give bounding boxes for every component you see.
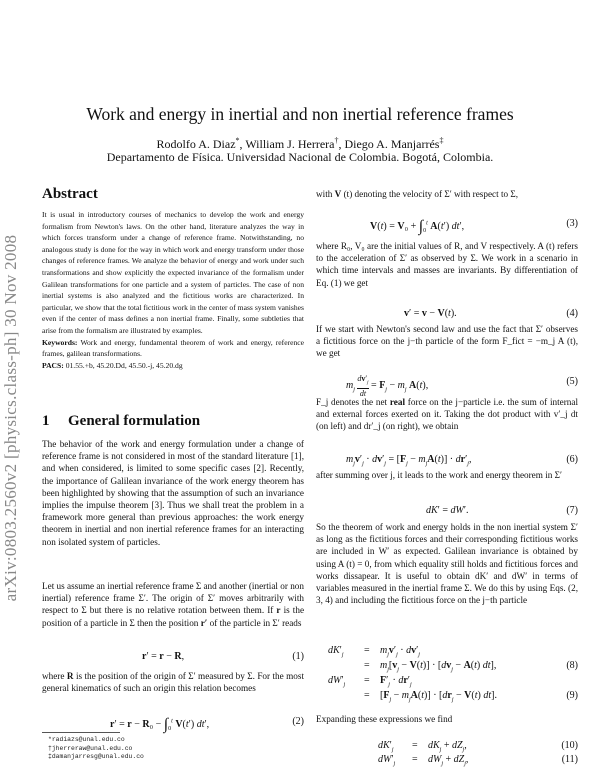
paragraph: F_j denotes the net real force on the j−particle i.e. the sum of internal and external forces exerted on it. Taking the dot product with v′_j dt (on left) and dr′_j (on right), we obtain	[316, 397, 579, 432]
author-name: Rodolfo A. Diaz	[156, 137, 236, 151]
footnote: *radiazs@unal.edu.co	[48, 736, 125, 743]
footnote-mark: *	[235, 136, 240, 145]
section-title: General formulation	[68, 413, 201, 429]
footnote-mark: †	[334, 136, 339, 145]
paragraph-after-eq4	[316, 323, 578, 360]
pacs-label: PACS:	[42, 360, 64, 370]
equation-number: (10)	[561, 740, 578, 751]
equation-number: (11)	[561, 754, 578, 765]
paragraph: Expanding these expressions we find	[316, 714, 453, 724]
equation-number: (7)	[566, 505, 578, 516]
paragraph: where R is the position of the origin of Σ′ measured by Σ. For the most general kinematics of such an origin this relation becomes	[42, 671, 305, 694]
author-name: Diego A. Manjarrés	[344, 137, 440, 151]
arxiv-stamp	[0, 0, 22, 776]
section-number: 1	[42, 413, 50, 429]
velocity-intro	[316, 188, 578, 200]
paragraph-after-eq3	[316, 240, 578, 289]
paper-title: Work and energy in inertial and non inertial reference frames	[86, 104, 514, 124]
abstract-text: It is usual in introductory courses of mechanics to develop the work and energy formalism from Newton's laws. On the other hand, literature analyzes the way in which forces transform under a change of reference frame. Notwithstanding, no analogous study is done for the way in which work and energy transform under those changes of reference frames. We analyze the behavior of energy and work under such transformations and show explicitly the expected invariance of the formalism under Galilean transformations for one particle and a system of particles. The case of non inertial systems is also analyzed and the fictitious works are characterized. In particular, we show that the total fictitious work in the center of mass system vanishes even if the center of mass defines a non inertial frame. Finally, some subtleties that arise from the formalism are illustrated by examples.	[42, 210, 304, 335]
equation-number: (8)	[566, 660, 578, 671]
arxiv-id: arXiv:0803.2560v2 [physics.class-ph] 30 Nov 2008	[1, 234, 20, 602]
paragraph-after-eq7	[316, 521, 578, 606]
footnote-mark: ‡	[439, 136, 444, 145]
intro-paragraph	[42, 438, 304, 548]
equation-number: (1)	[292, 651, 304, 662]
position-paragraph	[42, 670, 304, 694]
pacs-text: 01.55.+b, 45.20.Dd, 45.50.-j, 45.20.dg	[65, 360, 183, 370]
equation-4: v′ = v − V(t). (4)	[404, 308, 578, 319]
equation-3: $V(t) = V_0 + \int_0^t$ A(t′) dt′, (3)	[370, 218, 578, 235]
author-list: Rodolfo A. Diaz*, William J. Herrera†, Diego A. Manjarrés‡	[156, 136, 444, 151]
affiliation: Departamento de Física. Universidad Nacional de Colombia. Bogotá, Colombia.	[106, 150, 494, 164]
paragraph-after-eq9	[316, 713, 578, 725]
equation-8-9: $dK'_j$ = $m_jv'_j \cdot dv'_j$ = $m_j[v_j - V(t)] \cdot [dv_j - A(t)$ dt], (8) $dW'_j$ = $F'_j \cdot dr'_j$ = $[F_j - m_jA(t)] \cdot [dr_j - V(t)$ dt]. (9)	[328, 645, 578, 703]
equation-number: (5)	[566, 376, 578, 387]
paragraph: after summing over j, it leads to the work and energy theorem in Σ′	[316, 470, 562, 480]
equation-2: $r' = r - R_0 - \int_0^t$ V(t′) dt′, (2)	[110, 716, 304, 733]
frame-paragraph	[42, 580, 304, 629]
footnote-rule	[42, 732, 120, 733]
keywords	[42, 337, 304, 360]
paragraph: with V (t) denoting the velocity of Σ′ with respect to Σ,	[316, 189, 519, 199]
abstract-heading: Abstract	[42, 186, 98, 202]
paragraph: where R₀, V₀ are the initial values of R, and V respectively. A (t) refers to the acceleration of Σ′ as observed by Σ. We work in a scenario in which time intervals and masses are invariants. By differentiation of Eq. (1) we get	[316, 241, 578, 288]
equation-10-11: $dK'_j$ = $dK_j + dZ_j$, (10) $dW'_j$ = $dW_j + dZ_j$, (11)	[378, 740, 578, 767]
paragraph: The behavior of the work and energy formulation under a change of reference frame is not considered in most of the standard literature [1], and when considered, is limited to some specific cases [2]. Recently, the importance of Galilean invariance of the work energy theorem has been highlighted by showing that the assumption of such an invariance implies the impulse theorem [3]. Thus we shall treat the problem in a framework more general than previous approaches: the work energy theorem in inertial and non inertial reference frames for an interacting non isolated system of particles.	[42, 439, 304, 547]
paragraph: Let us assume an inertial reference frame Σ and another (inertial or non inertial) reference frame Σ′. The origin of Σ′ moves arbitrarily with respect to Σ but there is no relative rotation between them. If r is the position of a particle in Σ then the position r′ of the particle in Σ′ reads	[42, 581, 305, 628]
equation-5: $m_j$ $\frac{dv'_j}{dt}$ = $F_j - m_j$ A(t), (5)	[346, 374, 578, 398]
keywords-label: Keywords:	[42, 337, 78, 347]
equation-7: dK′ = dW′. (7)	[426, 505, 578, 516]
paragraph-after-eq6	[316, 469, 578, 481]
paragraph: So the theorem of work and energy holds in the non inertial system Σ′ as long as the fictitious forces and their corresponding fictitious works are included in W′ as expected. Galilean invariance is obtained by using A (t) = 0, from which equality still holds and fictitious forces and works dissapear. It is useful to obtain dK′ and dW′ in terms of variables measured in the inertial frame Σ. We do this by using Eqs. (2, 3, 4) and including the fictitious force on the j−th particle	[316, 522, 578, 606]
section-heading	[42, 413, 304, 430]
equation-1: r′ = r − R, (1)	[142, 651, 304, 662]
equation-number: (3)	[566, 218, 578, 229]
footnote: †jherreraw@unal.edu.co	[48, 744, 133, 752]
footnote: ‡damanjarresg@unal.edu.co	[48, 753, 144, 761]
paragraph: If we start with Newton's second law and use the fact that Σ′ observes a fictitious force on the j−th particle of the form F_fict = −m_j A (t), we get	[316, 324, 578, 359]
equation-6: $m_jv'_j \cdot dv'_j = [F_j - m_jA(t)] \cdot dr'_j$, (6)	[346, 454, 578, 467]
equation-number: (4)	[566, 308, 578, 319]
paragraph-after-eq5	[316, 396, 578, 433]
abstract-block	[42, 186, 304, 371]
equation-number: (6)	[566, 454, 578, 465]
author-name: William J. Herrera	[245, 137, 335, 151]
equation-number: (2)	[292, 716, 304, 727]
pacs	[42, 360, 304, 372]
footnotes	[48, 736, 144, 762]
equation-number: (9)	[566, 690, 578, 701]
keywords-text: Work and energy, fundamental theorem of work and energy, reference frames, galilean transformations.	[42, 337, 305, 359]
